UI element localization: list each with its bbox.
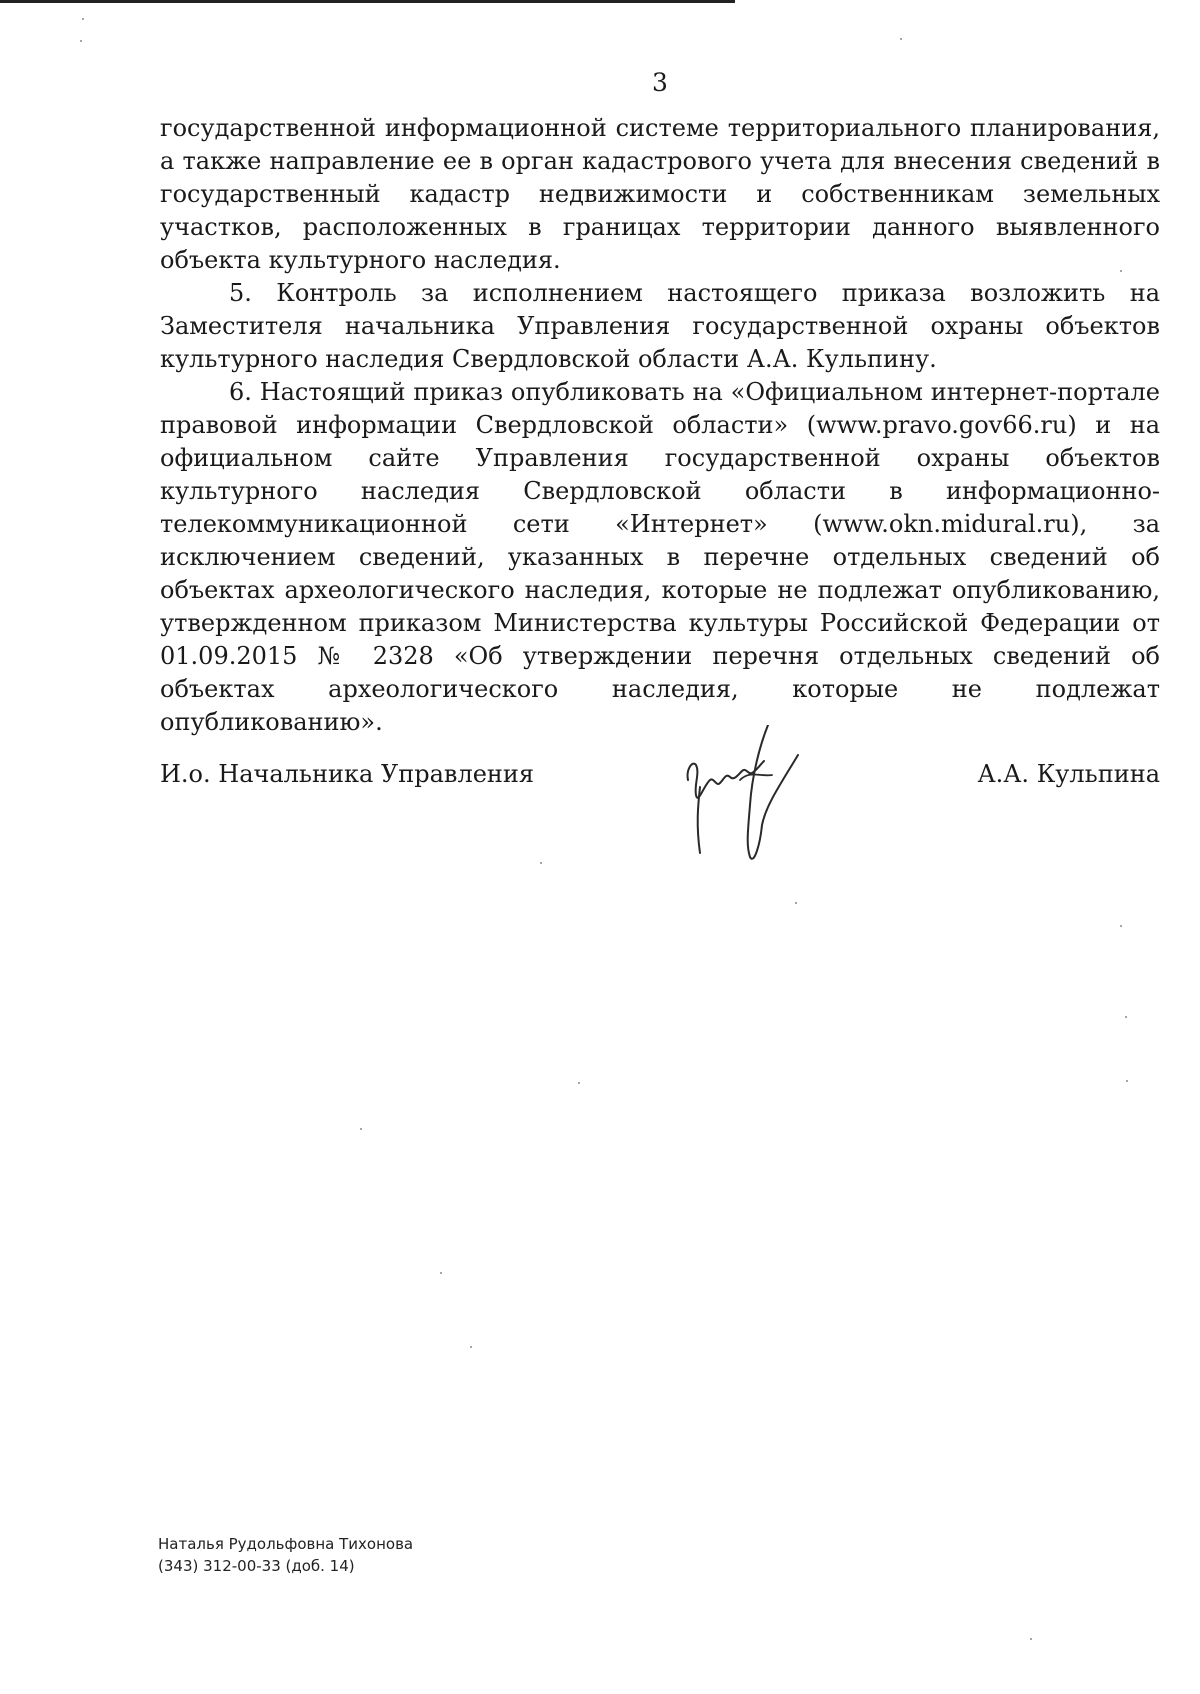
- scan-speck: [795, 902, 797, 904]
- page-number: 3: [652, 68, 668, 97]
- scan-speck: [82, 18, 84, 20]
- document-body: [160, 112, 1160, 739]
- scan-speck: [900, 38, 902, 40]
- scan-speck: [1120, 270, 1122, 272]
- scan-speck: [1125, 1016, 1127, 1018]
- scan-speck: [440, 1272, 442, 1274]
- paragraph-6: 6. Настоящий приказ опубликовать на «Официальном интернет-портале правовой информации Свердловской области» (www.pravo.gov66.ru) и на официальном сайте Управления государственной охраны объектов культурного наследия Свердловской области в информационно-телекоммуникационной сети «Интернет» (www.okn.midural.ru), за исключением сведений, указанных в перечне отдельных сведений об объектах археологического наследия, которые не подлежат опубликованию, утвержденном приказом Министерства культуры Российской Федерации от 01.09.2015 № 2328 «Об утверждении перечня отдельных сведений об объектах археологического наследия, которые не подлежат опубликованию».: [160, 378, 1160, 736]
- scan-speck: [578, 1082, 580, 1084]
- scan-speck: [1120, 925, 1122, 927]
- scan-top-edge-line: [0, 0, 735, 3]
- scan-speck: [470, 1346, 472, 1348]
- scan-speck: [360, 1128, 362, 1130]
- handwritten-signature: [680, 725, 820, 865]
- scan-speck: [1030, 1638, 1032, 1640]
- executor-phone: (343) 312-00-33 (доб. 14): [158, 1557, 355, 1575]
- signature-block: [160, 760, 1160, 810]
- signatory-name: А.А. Кульпина: [977, 760, 1160, 788]
- scan-speck: [1126, 1080, 1128, 1082]
- signatory-position: И.о. Начальника Управления: [160, 760, 535, 788]
- paragraph-continuation: государственной информационной системе территориального планирования, а также направление ее в орган кадастрового учета для внесения сведений в государственный кадастр недвижимости и собственникам земельных участков, расположенных в границах территории данного выявленного объекта культурного наследия.: [160, 114, 1160, 274]
- scan-speck: [540, 862, 542, 864]
- paragraph-5: 5. Контроль за исполнением настоящего приказа возложить на Заместителя начальника Управления государственной охраны объектов культурного наследия Свердловской области А.А. Кульпину.: [160, 279, 1160, 373]
- executor-name: Наталья Рудольфовна Тихонова: [158, 1535, 414, 1553]
- scan-speck: [80, 40, 82, 42]
- executor-footer: [158, 1533, 413, 1577]
